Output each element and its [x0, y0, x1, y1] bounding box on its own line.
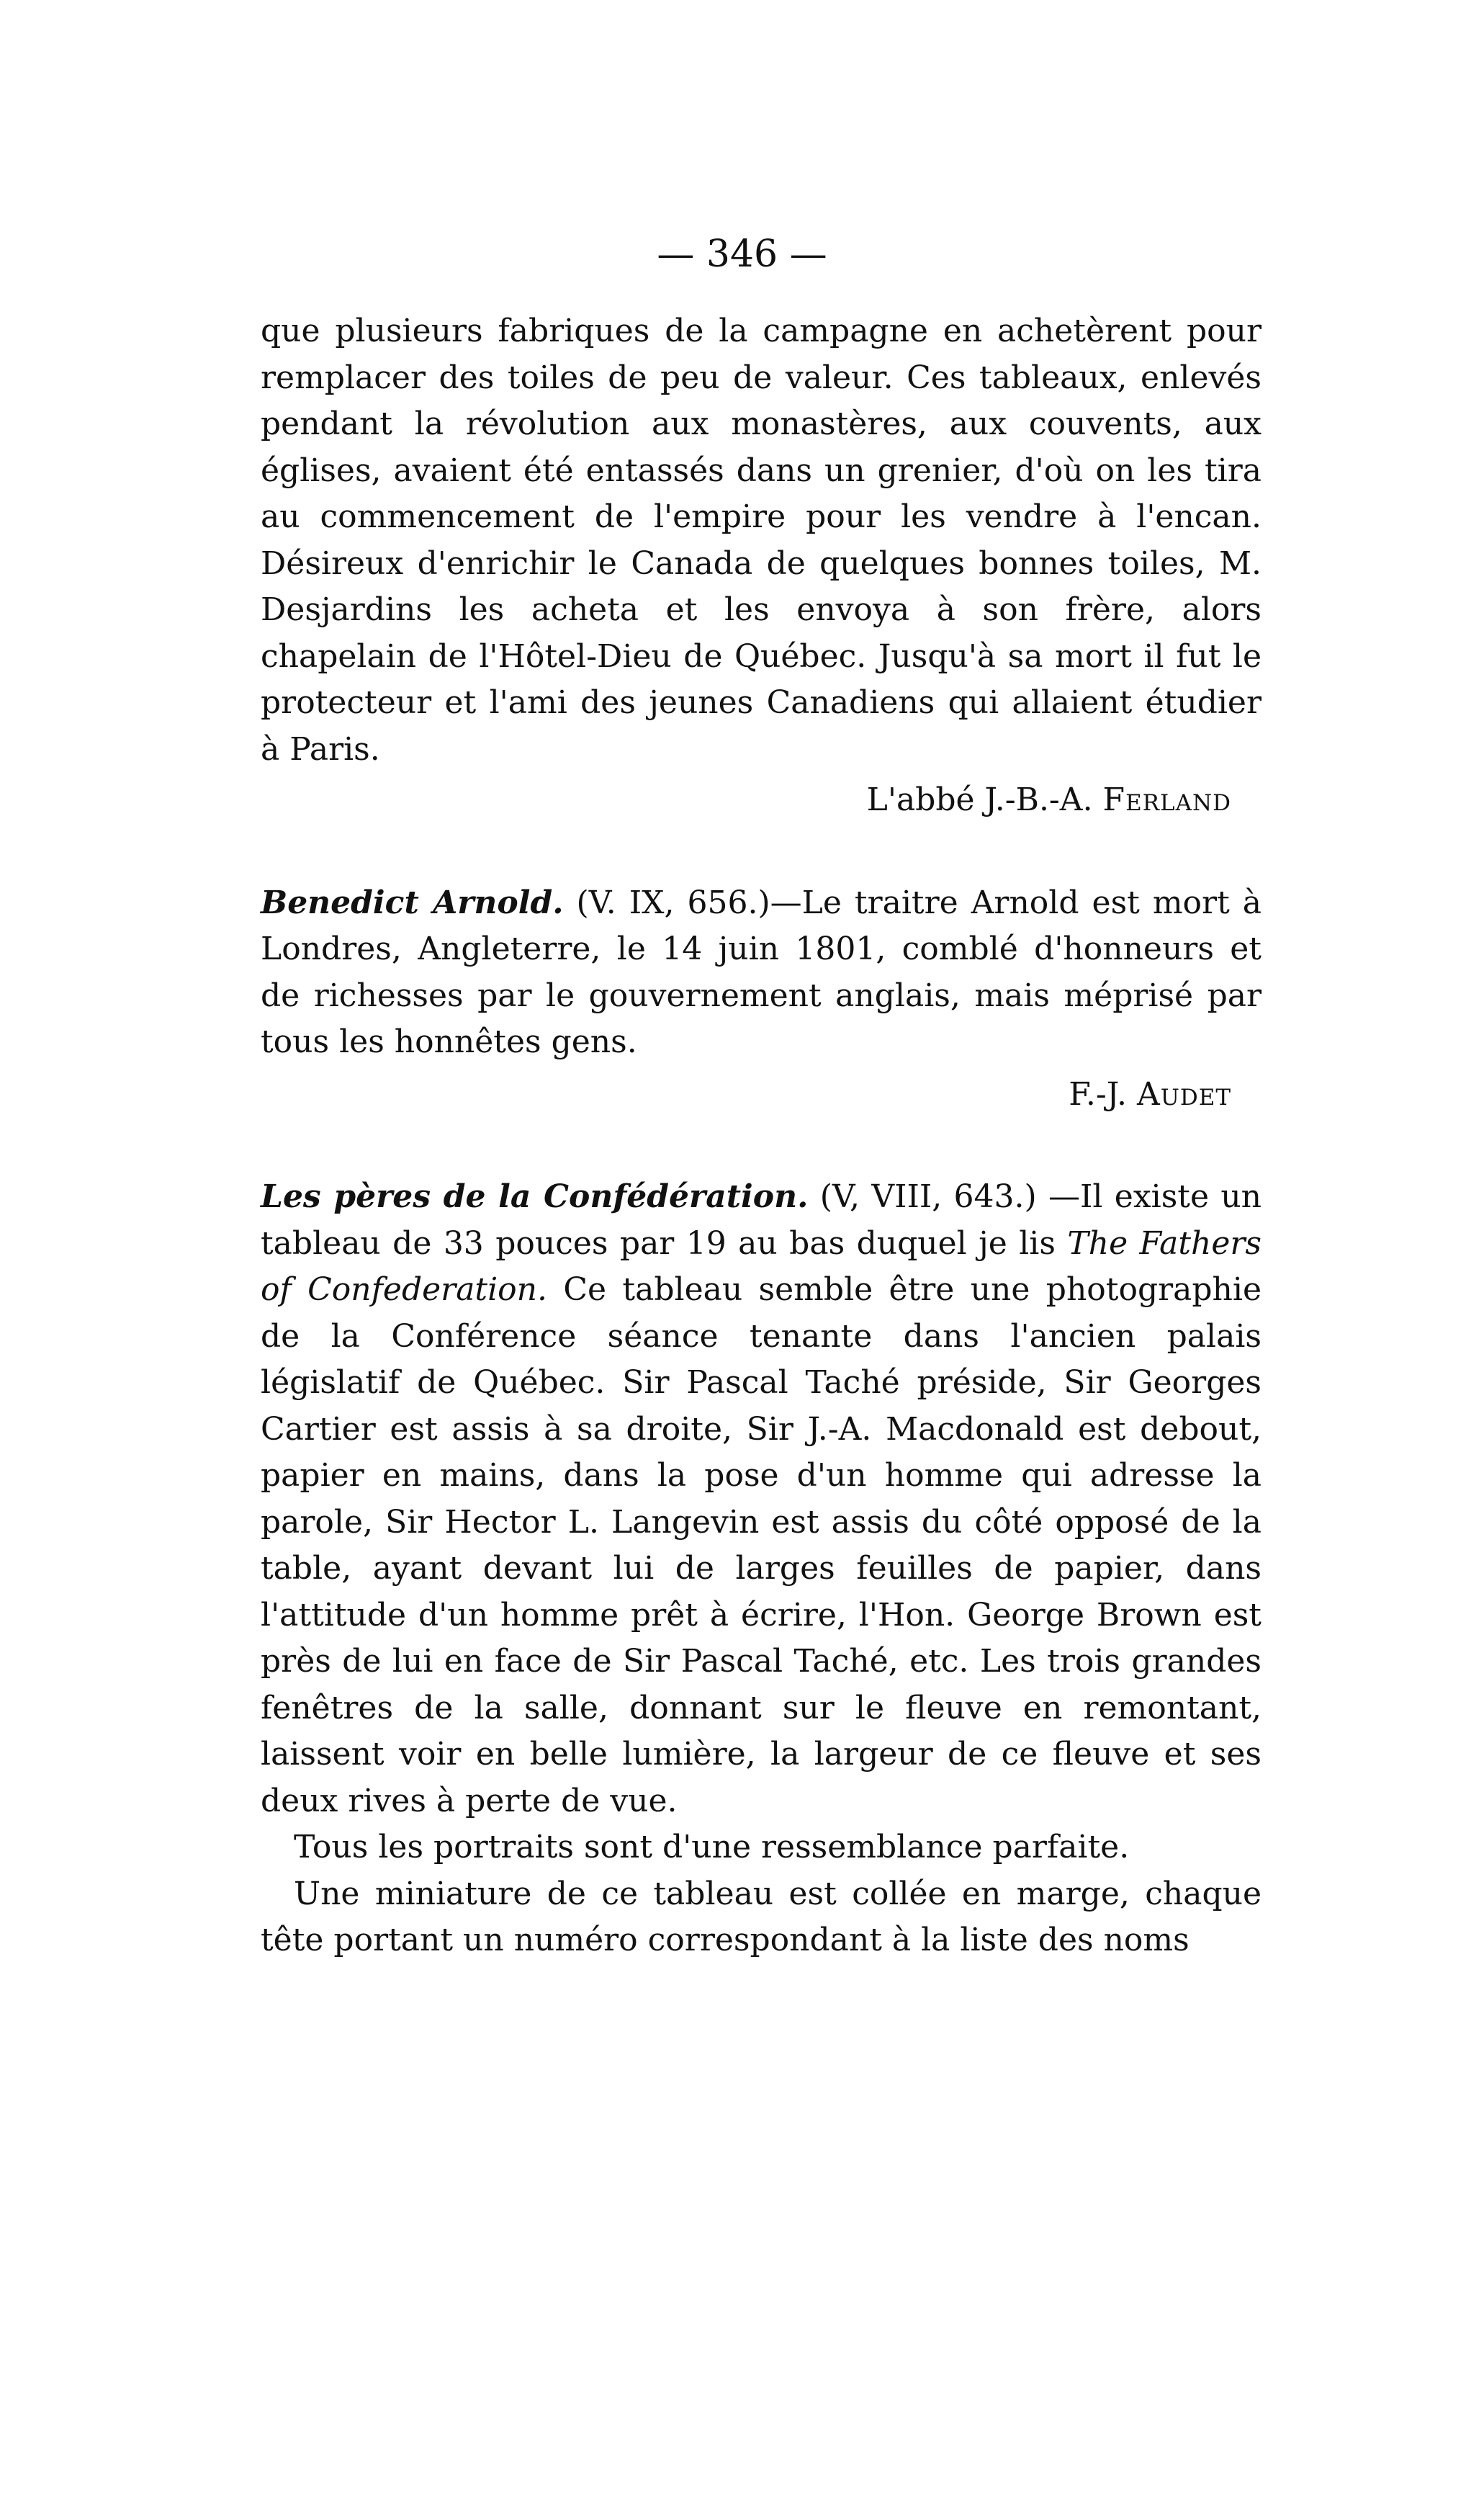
- signature-ferland: [261, 777, 1262, 824]
- page-number: — 346 —: [657, 233, 827, 276]
- entry-paragraph: [261, 880, 1262, 1066]
- entry-reference: (V. IX, 656.): [563, 884, 770, 921]
- continuation-paragraph: que plusieurs fabriques de la campagne en achetèrent pour remplacer des toiles de peu de valeur. Ces tableaux, enlevés pendant la révolution aux monastères, aux couvents, aux églises, avaient été entassés dans un grenier, d'où on les tira au commencement de l'empire pour les vendre à l'encan. Désireux d'enrichir le Canada de quelques bonnes toiles, M. Desjardins les acheta et les envoya à son frère, alors chapelain de l'Hôtel-Dieu de Québec. Jusqu'à sa mort il fut le protecteur et l'ami des jeunes Canadiens qui allaient étudier à Paris.: [261, 313, 1262, 768]
- entry-text: —Le traitre Arnold est mort à Londres, Angleterre, le 14 juin 1801, comblé d'honneurs et de richesses par le gouvernement anglais, mais méprisé par tous les honnêtes gens.: [261, 884, 1262, 1060]
- entry-paragraph-3: Une miniature de ce tableau est collée en marge, chaque tête portant un numéro correspondant à la liste des noms: [261, 1875, 1262, 1958]
- signature-name: Audet: [1136, 1075, 1231, 1113]
- entry-title: Benedict Arnold.: [261, 884, 564, 921]
- page-body: [261, 308, 1262, 1964]
- signature-audet: [261, 1072, 1262, 1119]
- entry-text-before: —Il existe un tableau de 33 pouces par 19 au bas duquel je lis: [261, 1178, 1262, 1262]
- entry-paragraph-2: Tous les portraits sont d'une ressemblance parfaite.: [294, 1829, 1130, 1865]
- book-title: The Fathers of Confederation.: [261, 1224, 1262, 1308]
- signature-prefix: L'abbé J.-B.-A.: [866, 781, 1103, 818]
- entry-text-after: Ce tableau semble être une photographie de la Conférence séance tenante dans l'ancien palais législatif de Québec. Sir Pascal Taché préside, Sir Georges Cartier est assis à sa droite, Sir J.-A. Macdonald est debout, papier en mains, dans la pose d'un homme qui adresse la parole, Sir Hector L. Langevin est assis du côté opposé de la table, ayant devant lui de larges feuilles de papier, dans l'attitude d'un homme prêt à écrire, l'Hon. George Brown est près de lui en face de Sir Pascal Taché, etc. Les trois grandes fenêtres de la salle, donnant sur le fleuve en remontant, laissent voir en belle lumière, la largeur de ce fleuve et ses deux rives à perte de vue.: [261, 1271, 1262, 1819]
- entry-benedict-arnold: [261, 880, 1262, 1119]
- signature-name: Ferland: [1102, 781, 1231, 818]
- entry-reference: (V, VIII, 643.): [808, 1178, 1037, 1215]
- entry-peres-confederation: [261, 1174, 1262, 1964]
- entry-paragraph: [261, 1174, 1262, 1824]
- signature-prefix: F.-J.: [1069, 1075, 1137, 1113]
- entry-title: Les pères de la Confédération.: [261, 1178, 809, 1215]
